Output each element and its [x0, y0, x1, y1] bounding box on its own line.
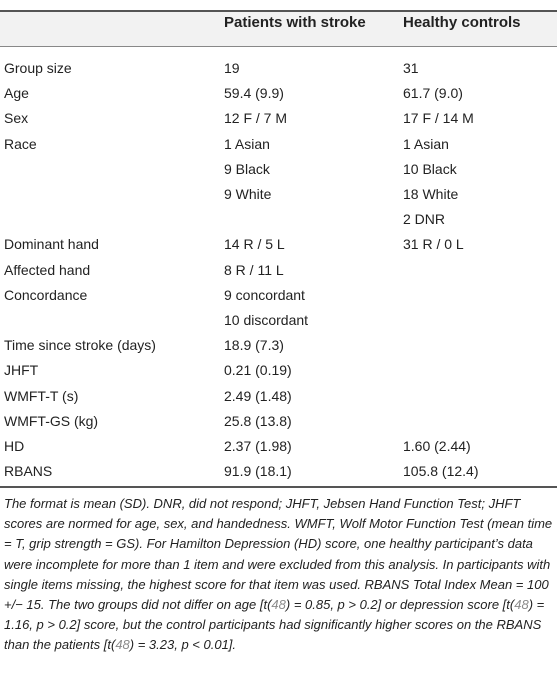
cell-stroke: 25.8 (13.8): [224, 412, 292, 429]
row-label: Age: [4, 85, 29, 102]
row-label: JHFT: [4, 362, 39, 379]
footnote-t-3: t(: [107, 637, 116, 653]
row-label: Dominant hand: [4, 236, 99, 253]
cell-stroke: 1 Asian: [224, 135, 270, 152]
cell-stroke: 59.4 (9.9): [224, 85, 284, 102]
footnote-df-1[interactable]: 48: [271, 597, 286, 613]
cell-stroke: 9 concordant: [224, 286, 305, 303]
footnote-t-2: t(: [506, 597, 515, 613]
cell-stroke: 0.21 (0.19): [224, 362, 292, 379]
row-label: Sex: [4, 110, 29, 127]
row-label: Group size: [4, 60, 72, 76]
cell-controls: 31 R / 0 L: [403, 236, 464, 253]
cell-stroke: 10 discordant: [224, 312, 309, 328]
cell-stroke: 91.9 (18.1): [224, 463, 292, 480]
cell-controls: 17 F / 14 M: [403, 110, 474, 127]
footnote-t-1: t(: [263, 597, 272, 613]
bottom-rule: [0, 486, 557, 488]
table-footnote: [4, 494, 553, 656]
cell-controls: 1 Asian: [403, 135, 449, 152]
row-label: Time since stroke (days): [4, 337, 156, 354]
cell-stroke: 19: [224, 60, 240, 76]
row-label: Concordance: [4, 286, 88, 303]
row-label: Race: [4, 135, 37, 152]
cell-controls: 18 White: [403, 186, 459, 202]
cell-stroke: 2.37 (1.98): [224, 438, 292, 454]
cell-stroke: 8 R / 11 L: [224, 261, 284, 278]
cell-controls: 61.7 (9.0): [403, 85, 463, 102]
cell-stroke: 18.9 (7.3): [224, 337, 284, 354]
header-cell-stroke: Patients with stroke: [224, 14, 366, 31]
row-label: WMFT-T (s): [4, 387, 79, 404]
cell-controls: 1.60 (2.44): [403, 438, 471, 454]
cell-controls: 10 Black: [403, 160, 457, 177]
footnote-text-1: The format is mean (SD). DNR, did not respond; JHFT, Jebsen Hand Function Test; JHFT scores are normed for age, sex, and handedness. WMFT, Wolf Motor Function Test (mean time = T, grip strength = GS). For Hamilton Depression (HD) score, one healthy participant’s data were incomplete for more than 1 item and were excluded from this analysis. In participants with single items missing, the highest score for that item was used. RBANS Total Index Mean = 100 +/− 15. The two groups did not differ on age [: [4, 496, 553, 613]
cell-stroke: 2.49 (1.48): [224, 387, 292, 404]
footnote-text-3: ) = 1.16, p > 0.2] score, but the control participants had significantly higher scores on the RBANS than the patients [: [4, 597, 545, 653]
footnote-text-4: ) = 3.23, p < 0.01].: [129, 637, 237, 653]
cell-stroke: 9 White: [224, 186, 272, 202]
footnote-df-3[interactable]: 48: [115, 637, 130, 653]
cell-controls: 2 DNR: [403, 211, 446, 228]
cell-controls: 105.8 (12.4): [403, 463, 479, 480]
header-rule: [0, 46, 557, 47]
footnote-text-2: ) = 0.85, p > 0.2] or depression score [: [285, 597, 507, 613]
row-label: HD: [4, 438, 25, 454]
row-label: RBANS: [4, 463, 53, 480]
footnote-df-2[interactable]: 48: [514, 597, 529, 613]
row-label: WMFT-GS (kg): [4, 412, 99, 429]
header-cell-controls: Healthy controls: [403, 14, 521, 31]
cell-stroke: 9 Black: [224, 160, 270, 177]
cell-stroke: 12 F / 7 M: [224, 110, 288, 127]
row-label: Affected hand: [4, 261, 91, 278]
cell-controls: 31: [403, 60, 419, 76]
cell-stroke: 14 R / 5 L: [224, 236, 285, 253]
